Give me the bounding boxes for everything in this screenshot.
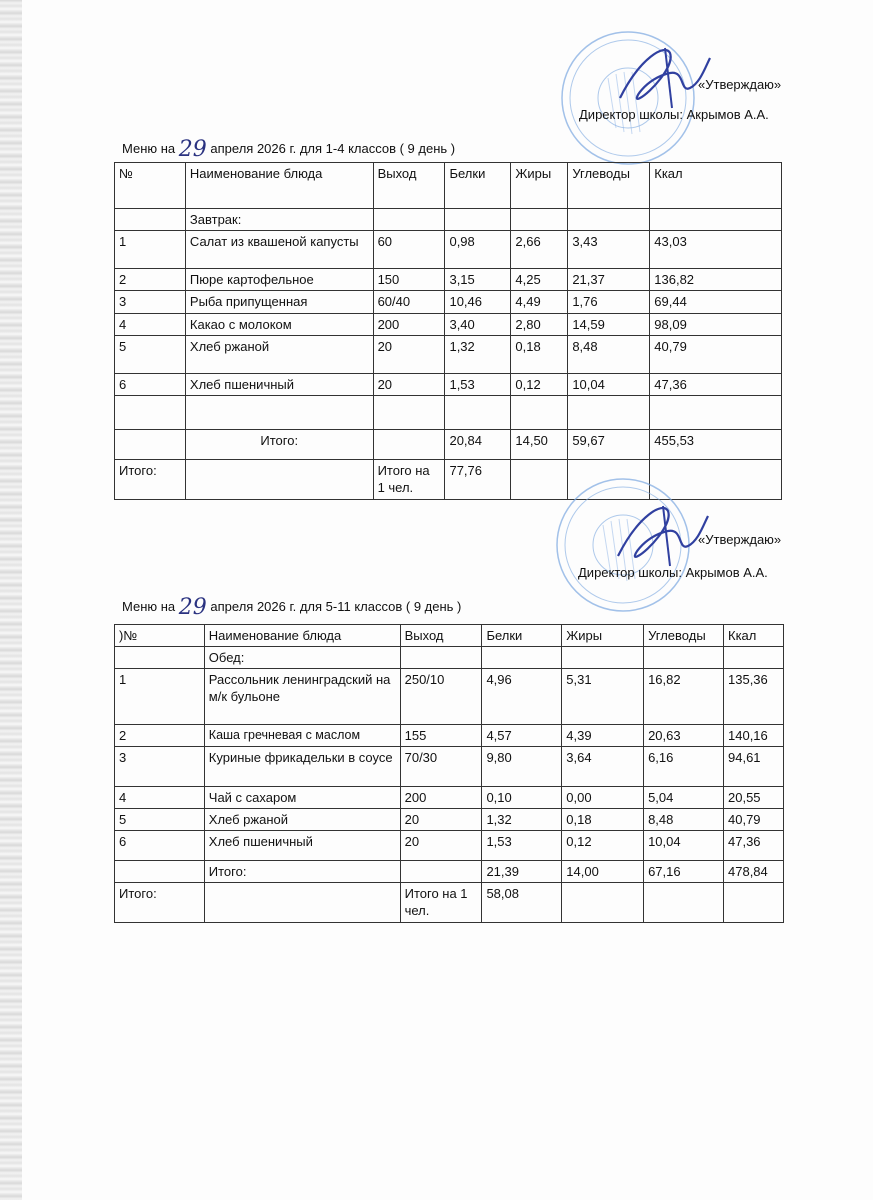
menu2-table [114,624,784,923]
total-label: Итого: [185,430,373,460]
table-header-row [115,163,782,209]
total-row: Итого: 21,39 14,00 67,16 478,84 [115,861,784,883]
total-label: Итого: [204,861,400,883]
table-row: 4 Чай с сахаром 200 0,10 0,00 5,04 20,55 [115,787,784,809]
per-person-label: Итого на 1 чел. [373,460,445,500]
table-row: 2 Пюре картофельное 150 3,15 4,25 21,37 136,82 [115,269,782,291]
table-row: 3 Куриные фрикадельки в соусе 70/30 9,80 3,64 6,16 94,61 [115,747,784,787]
table-row: 6 Хлеб пшеничный 20 1,53 0,12 10,04 47,36 [115,374,782,396]
header-cell: Жиры [511,163,568,209]
header-cell: Ккал [724,625,784,647]
menu1-table [114,162,782,500]
director-label: Директор школы: Акрымов А.А. [579,107,769,122]
table-row: 6 Хлеб пшеничный 20 1,53 0,12 10,04 47,36 [115,831,784,861]
header-cell: Выход [373,163,445,209]
per-person-label: Итого на 1 чел. [400,883,482,923]
menu2-day: 29 [178,595,207,620]
header-cell: Выход [400,625,482,647]
header-cell: Углеводы [568,163,650,209]
table-row: 3 Рыба припущенная 60/40 10,46 4,49 1,76 69,44 [115,291,782,314]
header-cell: Белки [482,625,562,647]
section-label: Обед: [204,647,400,669]
menu1-title [122,134,456,162]
header-cell: Жиры [562,625,644,647]
header-cell: Углеводы [644,625,724,647]
table-header-row [115,625,784,647]
per-person-row [115,883,784,923]
per-person-value: 77,76 [445,460,511,500]
menu1-title-prefix: Меню на [122,141,176,156]
approve-label: «Утверждаю» [698,77,782,92]
scan-edge-artifact [0,0,22,1200]
per-person-value: 58,08 [482,883,562,923]
table-row: 1 Рассольник ленинградский на м/к бульоне 250/10 4,96 5,31 16,82 135,36 [115,669,784,725]
header-cell: Наименование блюда [204,625,400,647]
header-cell: )№ [115,625,205,647]
menu1-title-suffix: апреля 2026 г. для 1-4 классов ( 9 день ) [210,141,456,156]
menu2-title [122,592,462,620]
header-cell: Белки [445,163,511,209]
section-row [115,209,782,231]
section-label: Завтрак: [185,209,373,231]
table-row: 5 Хлеб ржаной 20 1,32 0,18 8,48 40,79 [115,336,782,374]
table-row: 5 Хлеб ржаной 20 1,32 0,18 8,48 40,79 [115,809,784,831]
menu1-day: 29 [178,137,207,162]
menu2-title-suffix: апреля 2026 г. для 5-11 классов ( 9 день ) [210,599,462,614]
header-cell: Наименование блюда [185,163,373,209]
approve-label: «Утверждаю» [698,532,782,547]
header-cell: Ккал [650,163,782,209]
section-row [115,647,784,669]
table-row: 4 Какао с молоком 200 3,40 2,80 14,59 98,09 [115,314,782,336]
empty-row [115,396,782,430]
grand-total-label: Итого: [115,460,186,500]
total-row: Итого: 20,84 14,50 59,67 455,53 [115,430,782,460]
menu2-title-prefix: Меню на [122,599,176,614]
header-cell: № [115,163,186,209]
grand-total-label: Итого: [115,883,205,923]
director-label: Директор школы: Акрымов А.А. [578,565,768,580]
table-row: 2 Каша гречневая с маслом 155 4,57 4,39 20,63 140,16 [115,725,784,747]
table-row: 1 Салат из квашеной капусты 60 0,98 2,66 3,43 43,03 [115,231,782,269]
